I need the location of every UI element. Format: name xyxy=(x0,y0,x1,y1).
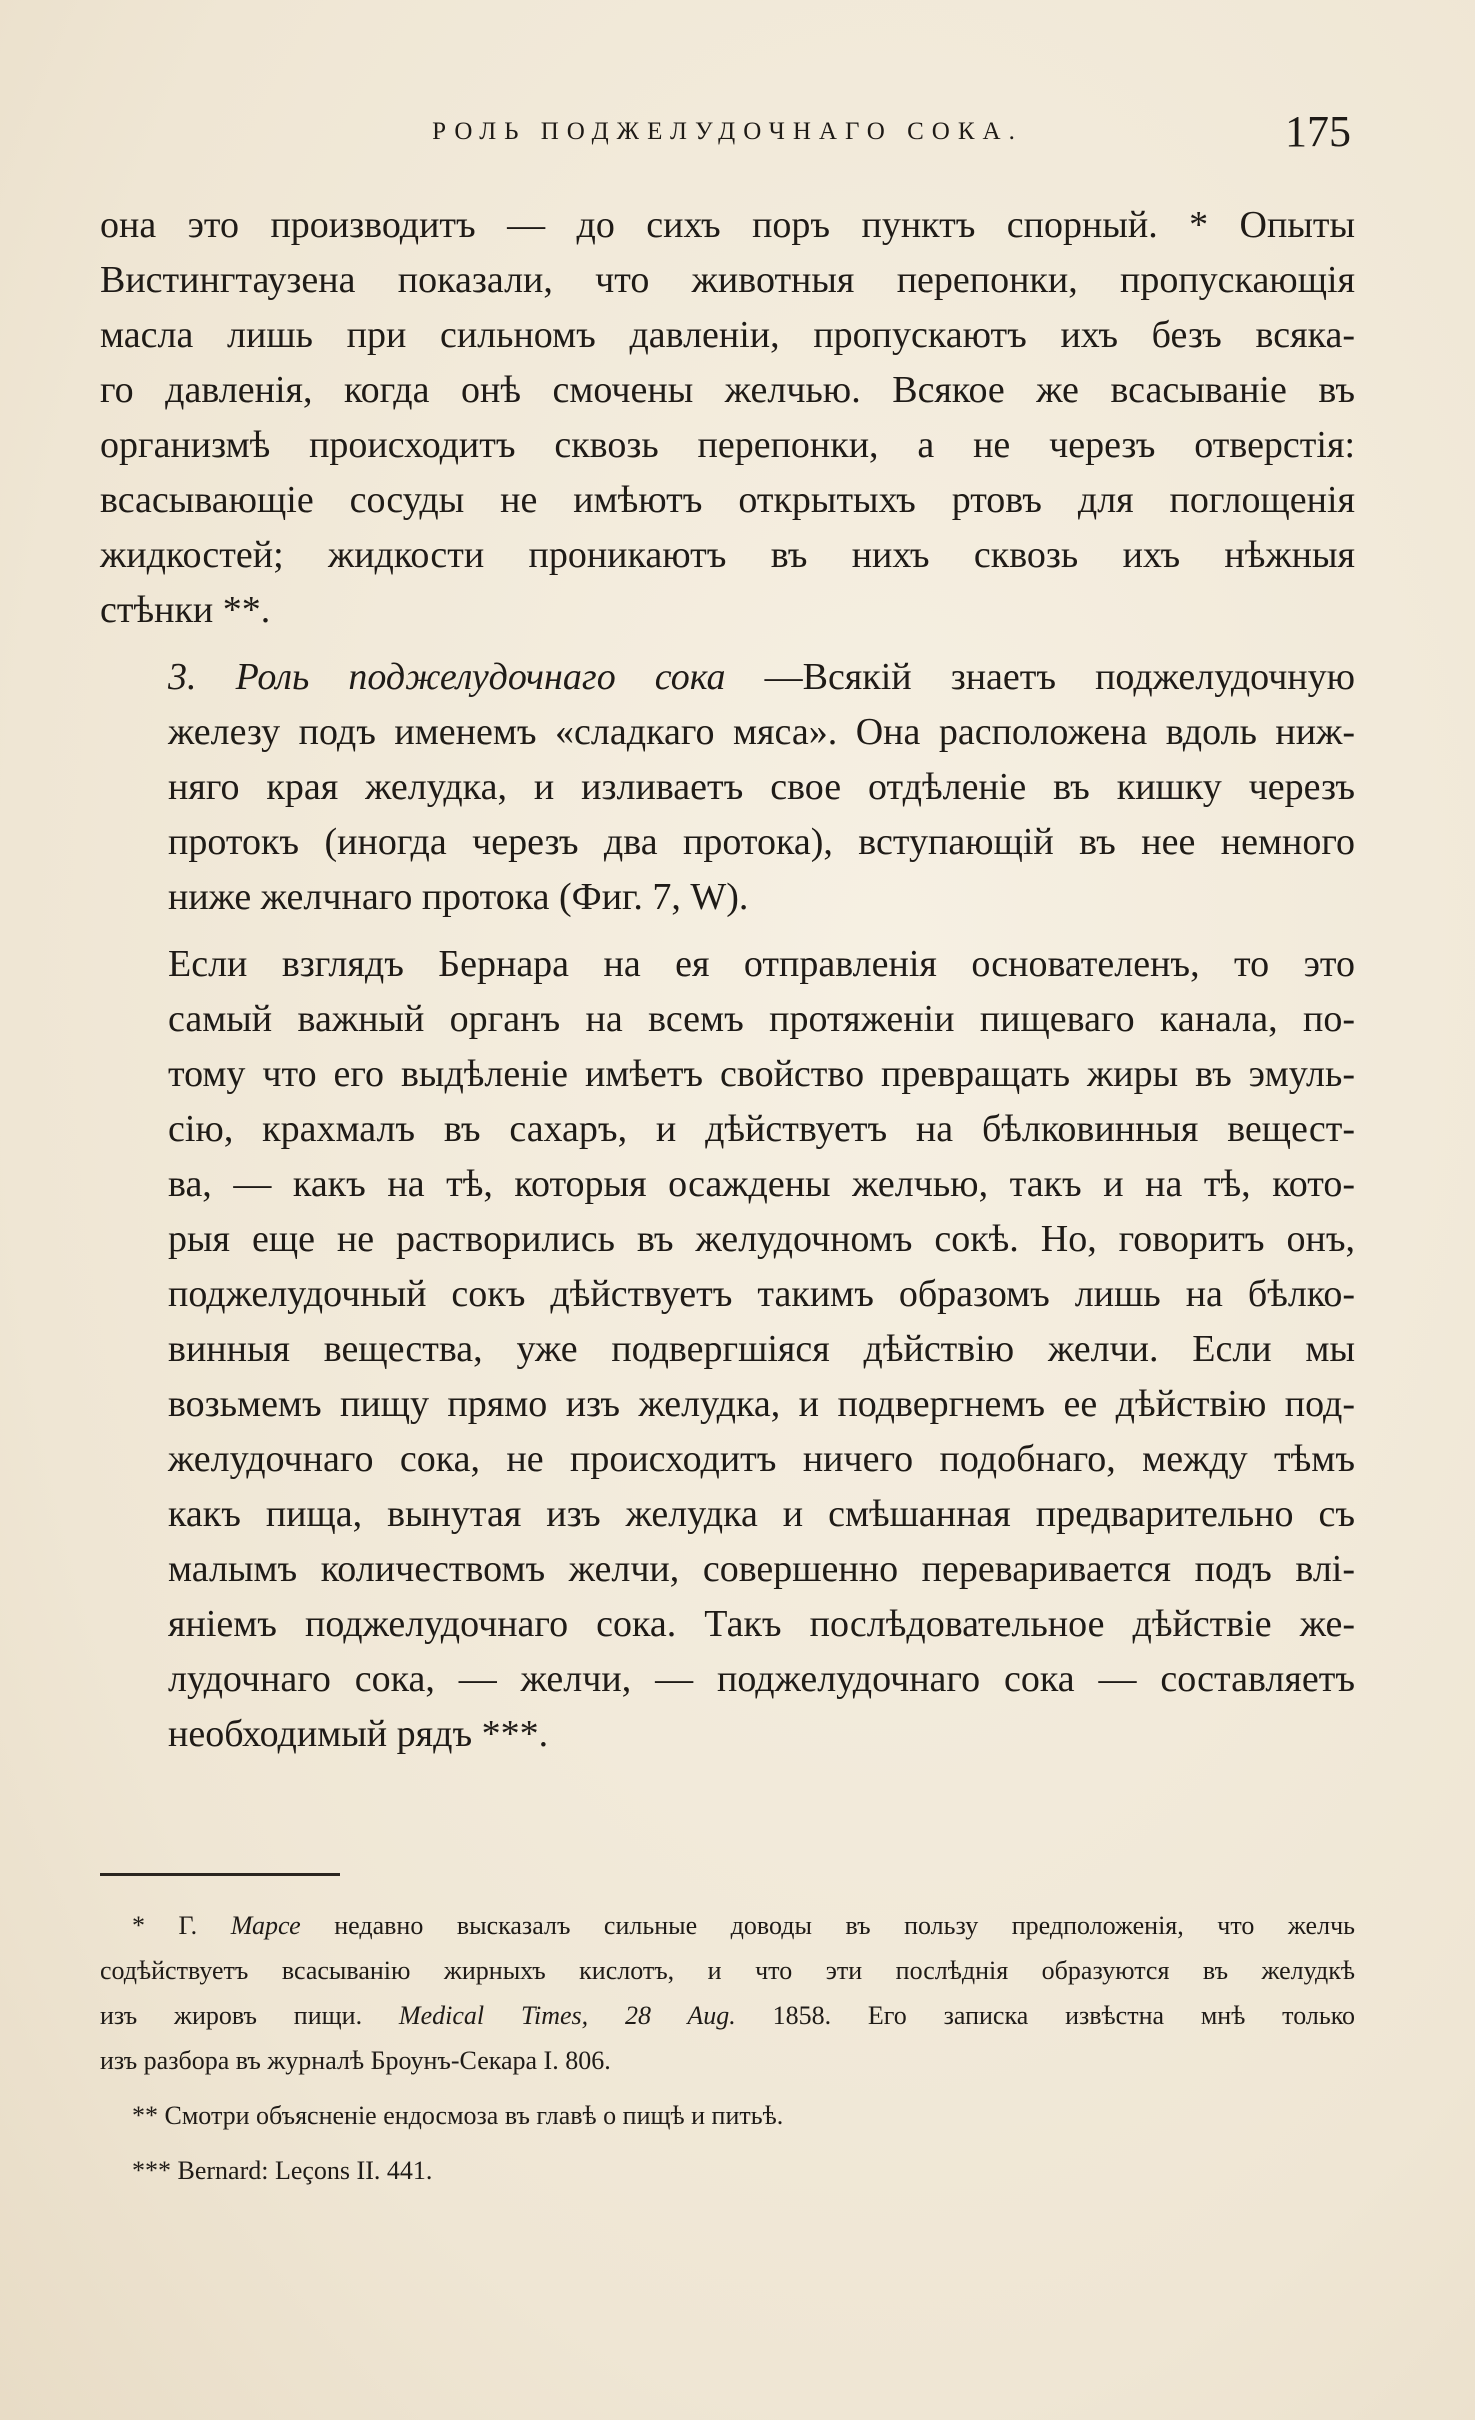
text-line: лудочнаго сока, — желчи, — поджелудочнаго сока — составляетъ xyxy=(168,1658,1355,1700)
section-lead-text: —Всякій знаетъ поджелудочную xyxy=(764,656,1356,698)
footnote-rule xyxy=(100,1873,340,1876)
footnote-line xyxy=(100,1993,1355,2038)
text-line: протокъ (иногда черезъ два протока), вступающій въ нее немного xyxy=(168,821,1355,863)
text-line: няго края желудка, и изливаетъ свое отдѣленіе въ кишку черезъ xyxy=(168,766,1355,808)
text-line: желудочнаго сока, не происходитъ ничего подобнаго, между тѣмъ xyxy=(168,1438,1355,1480)
text-line: яніемъ поджелудочнаго сока. Такъ послѣдовательное дѣйствіе же- xyxy=(168,1603,1355,1645)
text-line: самый важный органъ на всемъ протяженіи пищеваго канала, по- xyxy=(168,998,1355,1040)
text-line: малымъ количествомъ желчи, совершенно переваривается подъ влі- xyxy=(168,1548,1355,1590)
text-line: го давленія, когда онѣ смочены желчью. Всякое же всасываніе въ xyxy=(100,369,1355,411)
section-number: 3. xyxy=(168,656,197,698)
paragraph-1 xyxy=(100,198,1355,638)
footnote-journal: Medical Times, 28 Aug. xyxy=(398,2001,736,2030)
page-number: 175 xyxy=(1285,107,1351,156)
footnote-line: изъ разбора въ журналѣ Броунъ-Секара I. 806. xyxy=(100,2046,611,2075)
running-title: РОЛЬ ПОДЖЕЛУДОЧНАГО СОКА. xyxy=(432,118,1023,145)
text-line: жидкостей; жидкости проникаютъ въ нихъ сквозь ихъ нѣжныя xyxy=(100,534,1355,576)
text-line: необходимый рядъ ***. xyxy=(168,1713,549,1755)
text-line: всасывающіе сосуды не имѣютъ открытыхъ ртовъ для поглощенія xyxy=(100,479,1355,521)
footnote-text: недавно высказалъ сильные доводы въ пользу предположенія, что желчь xyxy=(334,1911,1355,1940)
text-line: организмѣ происходитъ сквозь перепонки, а не черезъ отверстія: xyxy=(100,424,1355,466)
text-line: стѣнки **. xyxy=(100,589,271,631)
text-line: она это производитъ — до сихъ поръ пунктъ спорный. * Опыты xyxy=(100,204,1355,246)
text-line: тому что его выдѣленіе имѣетъ свойство превращать жиры въ эмуль- xyxy=(168,1053,1355,1095)
text-line: ва, — какъ на тѣ, которыя осаждены желчью, такъ и на тѣ, кото- xyxy=(168,1163,1355,1205)
text-line: железу подъ именемъ «сладкаго мяса». Она расположена вдоль ниж- xyxy=(168,711,1355,753)
section-heading-line xyxy=(100,650,1355,705)
text-line: поджелудочный сокъ дѣйствуетъ такимъ образомъ лишь на бѣлко- xyxy=(168,1273,1355,1315)
footnote-mark: * Г. xyxy=(132,1911,198,1940)
text-line: Вистингтаузена показали, что животныя перепонки, пропускающія xyxy=(100,259,1355,301)
footnote-text: 1858. Его записка извѣстна мнѣ только xyxy=(772,2001,1356,2030)
body-text xyxy=(100,198,1355,1762)
paragraph-3 xyxy=(100,937,1355,1762)
footnote-author: Марсе xyxy=(230,1911,301,1940)
paragraph-section-3 xyxy=(100,650,1355,925)
footnotes xyxy=(100,1903,1355,2193)
footnote-text: изъ жировъ пищи. xyxy=(100,2001,363,2030)
section-title: Роль поджелудочнаго сока xyxy=(235,656,726,698)
text-line: сію, крахмалъ въ сахаръ, и дѣйствуетъ на бѣлковинныя вещест- xyxy=(168,1108,1355,1150)
footnote-line xyxy=(100,1903,1355,1948)
text-line: масла лишь при сильномъ давленіи, пропускаютъ ихъ безъ всяка- xyxy=(100,314,1355,356)
footnote-line: содѣйствуетъ всасыванію жирныхъ кислотъ, и что эти послѣднія образуются въ желудкѣ xyxy=(100,1956,1355,1985)
footnote-3: *** Bernard: Leçons II. 441. xyxy=(132,2156,433,2185)
text-line: рыя еще не растворились въ желудочномъ сокѣ. Но, говоритъ онъ, xyxy=(168,1218,1355,1260)
page-header xyxy=(100,100,1355,160)
text-line: возьмемъ пищу прямо изъ желудка, и подвергнемъ ее дѣйствію под- xyxy=(168,1383,1355,1425)
text-line: ниже желчнаго протока (Фиг. 7, W). xyxy=(168,876,749,918)
text-line: Если взглядъ Бернара на ея отправленія основателенъ, то это xyxy=(168,943,1355,985)
footnote-2: ** Смотри объясненіе ендосмоза въ главѣ о пищѣ и питьѣ. xyxy=(132,2101,784,2130)
footnote-1 xyxy=(100,1903,1355,2083)
text-line: винныя вещества, уже подвергшіяся дѣйствію желчи. Если мы xyxy=(168,1328,1355,1370)
text-line: какъ пища, вынутая изъ желудка и смѣшанная предварительно съ xyxy=(168,1493,1355,1535)
